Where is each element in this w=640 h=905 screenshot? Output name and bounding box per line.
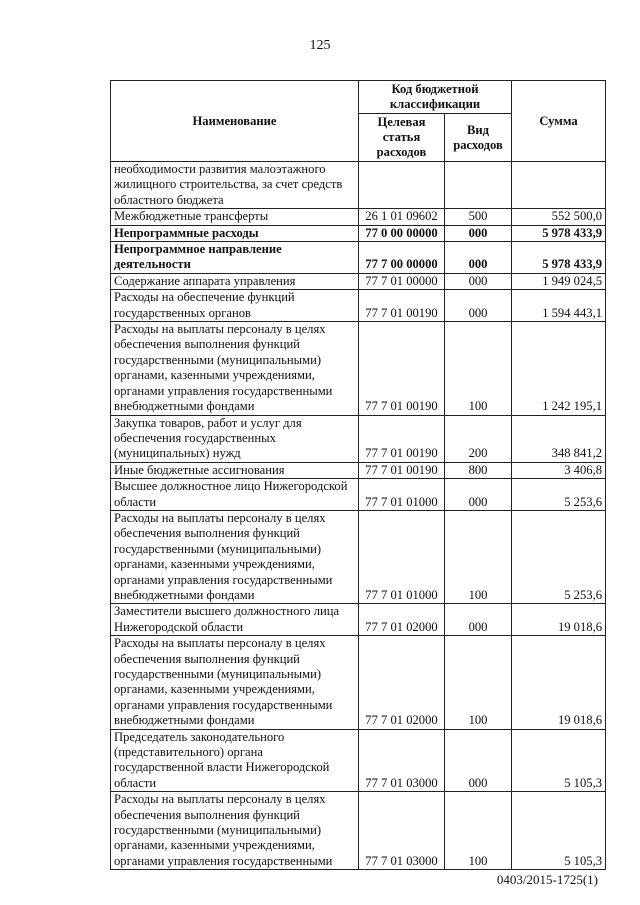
row-name: Иные бюджетные ассигнования xyxy=(111,462,359,478)
row-name: Непрограммные расходы xyxy=(111,225,359,241)
table-row xyxy=(111,162,606,209)
row-name: Расходы на выплаты персоналу в целях обеспечения выполнения функций государственными (муниципальными) органами, казенными учреждениями, органами управления государственными внебюджетными фондами xyxy=(111,322,359,415)
header-amount: Сумма xyxy=(512,81,606,162)
row-name: Расходы на выплаты персоналу в целях обеспечения выполнения функций государственными (муниципальными) органами, казенными учреждениями, органами управления государственными внебюджетными фондами xyxy=(111,636,359,729)
row-amount: 1 594 443,1 xyxy=(512,290,606,322)
row-target-article xyxy=(359,162,445,209)
row-target-article: 77 7 01 00190 xyxy=(359,290,445,322)
row-amount: 3 406,8 xyxy=(512,462,606,478)
header-expense-type: Вид расходов xyxy=(445,114,512,162)
row-amount: 552 500,0 xyxy=(512,209,606,225)
row-name: Непрограммное направление деятельности xyxy=(111,242,359,274)
row-name: Заместители высшего должностного лица Нижегородской области xyxy=(111,604,359,636)
row-target-article: 77 7 01 00190 xyxy=(359,462,445,478)
table-row xyxy=(111,479,606,511)
table-row xyxy=(111,792,606,870)
row-target-article: 77 7 01 03000 xyxy=(359,792,445,870)
row-expense-type: 000 xyxy=(445,604,512,636)
table-row xyxy=(111,636,606,729)
row-target-article: 77 7 01 01000 xyxy=(359,479,445,511)
row-target-article: 77 7 01 02000 xyxy=(359,636,445,729)
row-expense-type: 800 xyxy=(445,462,512,478)
row-name: Закупка товаров, работ и услуг для обеспечения государственных (муниципальных) нужд xyxy=(111,415,359,462)
table-row xyxy=(111,510,606,603)
document-code: 0403/2015-1725(1) xyxy=(496,872,598,887)
row-amount xyxy=(512,162,606,209)
row-name: необходимости развития малоэтажного жилищного строительства, за счет средств областного бюджета xyxy=(111,162,359,209)
row-name: Расходы на выплаты персоналу в целях обеспечения выполнения функций государственными (муниципальными) органами, казенными учреждениями, органами управления государственными внебюджетными фондами xyxy=(111,510,359,603)
row-name: Межбюджетные трансферты xyxy=(111,209,359,225)
row-amount: 5 978 433,9 xyxy=(512,225,606,241)
row-amount: 1 242 195,1 xyxy=(512,322,606,415)
row-target-article: 77 7 01 01000 xyxy=(359,510,445,603)
row-amount: 5 253,6 xyxy=(512,479,606,511)
page-number: 125 xyxy=(309,38,331,53)
row-expense-type: 100 xyxy=(445,322,512,415)
row-expense-type: 000 xyxy=(445,273,512,289)
row-amount: 19 018,6 xyxy=(512,636,606,729)
row-target-article: 26 1 01 09602 xyxy=(359,209,445,225)
row-amount: 1 949 024,5 xyxy=(512,273,606,289)
table-body xyxy=(111,162,606,870)
header-name: Наименование xyxy=(111,81,359,162)
table-row xyxy=(111,322,606,415)
row-expense-type: 100 xyxy=(445,510,512,603)
table-row xyxy=(111,209,606,225)
table-row xyxy=(111,273,606,289)
table-row xyxy=(111,604,606,636)
row-target-article: 77 7 01 03000 xyxy=(359,729,445,792)
row-amount: 5 253,6 xyxy=(512,510,606,603)
row-amount: 5 105,3 xyxy=(512,792,606,870)
row-target-article: 77 7 00 00000 xyxy=(359,242,445,274)
table-row xyxy=(111,462,606,478)
row-name: Содержание аппарата управления xyxy=(111,273,359,289)
table-row xyxy=(111,242,606,274)
row-amount: 5 105,3 xyxy=(512,729,606,792)
row-expense-type: 500 xyxy=(445,209,512,225)
row-target-article: 77 7 01 02000 xyxy=(359,604,445,636)
table-row xyxy=(111,729,606,792)
table-row xyxy=(111,290,606,322)
row-name: Высшее должностное лицо Нижегородской области xyxy=(111,479,359,511)
header-target-article: Целевая статья расходов xyxy=(359,114,445,162)
row-expense-type: 000 xyxy=(445,225,512,241)
row-amount: 5 978 433,9 xyxy=(512,242,606,274)
row-expense-type: 000 xyxy=(445,479,512,511)
row-name: Расходы на обеспечение функций государственных органов xyxy=(111,290,359,322)
row-expense-type: 000 xyxy=(445,242,512,274)
row-amount: 19 018,6 xyxy=(512,604,606,636)
row-expense-type xyxy=(445,162,512,209)
row-target-article: 77 0 00 00000 xyxy=(359,225,445,241)
row-amount: 348 841,2 xyxy=(512,415,606,462)
row-name: Расходы на выплаты персоналу в целях обеспечения выполнения функций государственными (муниципальными) органами, казенными учреждениями, органами управления государственными xyxy=(111,792,359,870)
row-expense-type: 000 xyxy=(445,729,512,792)
row-target-article: 77 7 01 00000 xyxy=(359,273,445,289)
row-target-article: 77 7 01 00190 xyxy=(359,322,445,415)
table-header xyxy=(111,81,606,162)
row-name: Председатель законодательного (представительного) органа государственной власти Нижегородской области xyxy=(111,729,359,792)
row-expense-type: 100 xyxy=(445,792,512,870)
row-target-article: 77 7 01 00190 xyxy=(359,415,445,462)
header-code-group: Код бюджетной классификации xyxy=(359,81,512,114)
table-row xyxy=(111,415,606,462)
budget-table xyxy=(110,80,606,870)
row-expense-type: 200 xyxy=(445,415,512,462)
row-expense-type: 100 xyxy=(445,636,512,729)
table-row xyxy=(111,225,606,241)
row-expense-type: 000 xyxy=(445,290,512,322)
